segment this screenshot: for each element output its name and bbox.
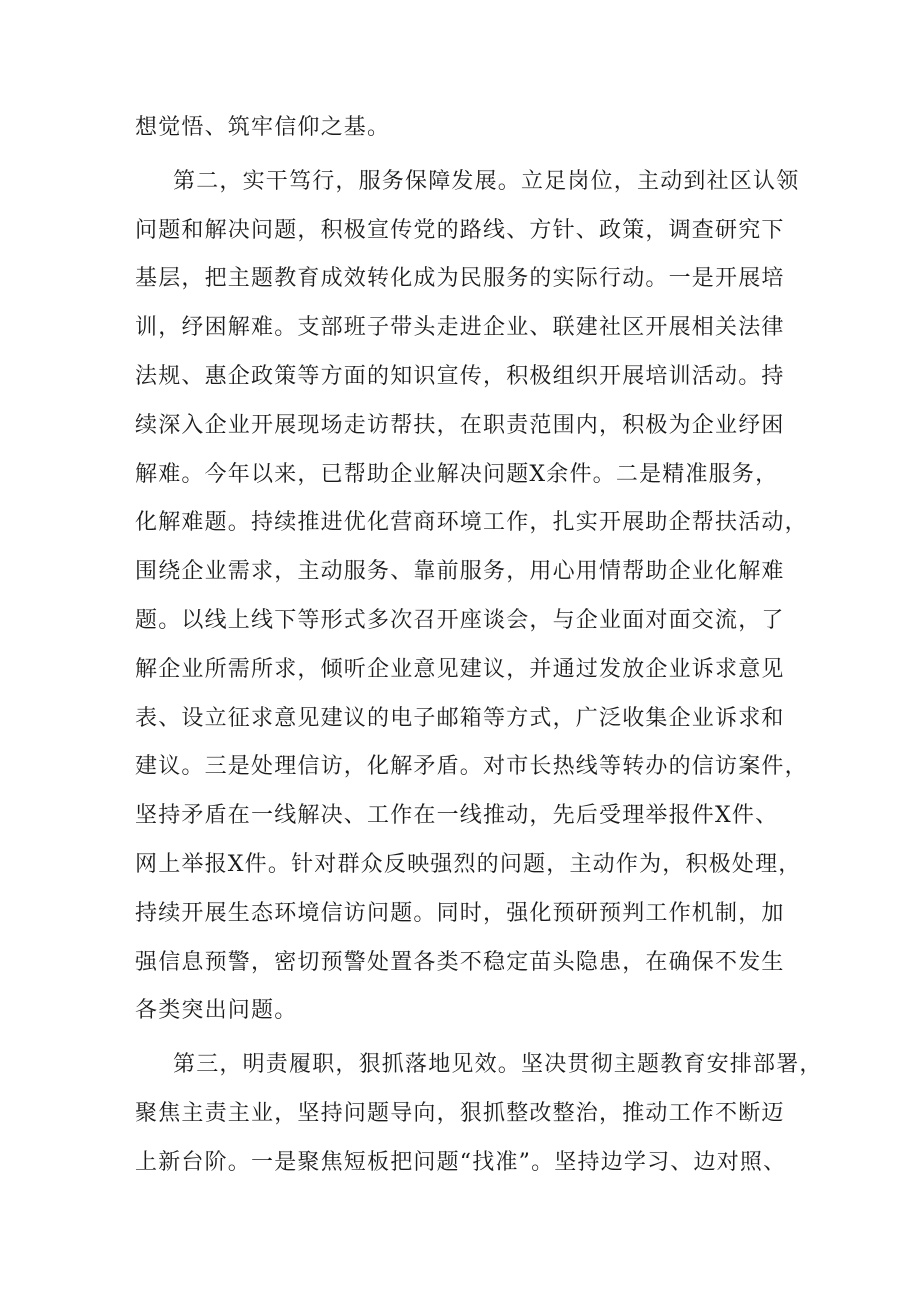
text-line: 各类突出问题。 xyxy=(135,998,298,1024)
text-line: 强信息预警，密切预警处置各类不稳定苗头隐患，在确保不发生 xyxy=(135,949,785,975)
paragraph-2-first-line: 第二，实干笃行，服务保障发展。立足岗位，主动到社区认领 xyxy=(173,168,800,194)
document-body xyxy=(135,104,823,1188)
text-line: 基层，把主题教育成效转化成为民服务的实际行动。一是开展培 xyxy=(135,266,785,292)
text-line: 围绕企业需求，主动服务、靠前服务，用心用情帮助企业化解难 xyxy=(135,559,785,585)
text-line: 解难。今年以来，已帮助企业解决问题X余件。二是精准服务， xyxy=(135,461,779,487)
text-line: 网上举报X件。针对群众反映强烈的问题，主动作为，积极处理， xyxy=(135,851,802,877)
text-line: 上新台阶。一是聚焦短板把问题“找准”。坚持边学习、边对照、 xyxy=(135,1149,787,1175)
text-line: 表、设立征求意见建议的电子邮箱等方式，广泛收集企业诉求和 xyxy=(135,705,785,731)
text-line: 坚持矛盾在一线解决、工作在一线推动，先后受理举报件X件、 xyxy=(135,803,779,829)
text-line: 建议。三是处理信访，化解矛盾。对市长热线等转办的信访案件， xyxy=(135,754,808,780)
text-line: 续深入企业开展现场走访帮扶，在职责范围内，积极为企业纾困 xyxy=(135,412,785,438)
text-line: 聚焦主责主业，坚持问题导向，狠抓整改整治，推动工作不断迈 xyxy=(135,1100,785,1126)
text-line: 法规、惠企政策等方面的知识宣传，积极组织开展培训活动。持 xyxy=(135,363,785,389)
text-line: 想觉悟、筑牢信仰之基。 xyxy=(135,115,391,140)
text-line: 解企业所需所求，倾听企业意见建议，并通过发放企业诉求意见 xyxy=(135,656,785,682)
text-line: 训，纾困解难。支部班子带头走进企业、联建社区开展相关法律 xyxy=(135,315,785,341)
paragraph-3-first-line: 第三，明责履职，狠抓落地见效。坚决贯彻主题教育安排部署， xyxy=(173,1052,823,1078)
text-line: 问题和解决问题，积极宣传党的路线、方针、政策，调查研究下 xyxy=(135,217,785,243)
text-line: 持续开展生态环境信访问题。同时，强化预研预判工作机制，加 xyxy=(135,900,785,926)
text-line: 题。以线上线下等形式多次召开座谈会，与企业面对面交流，了 xyxy=(135,607,785,633)
text-line: 化解难题。持续推进优化营商环境工作，扎实开展助企帮扶活动， xyxy=(135,510,808,536)
